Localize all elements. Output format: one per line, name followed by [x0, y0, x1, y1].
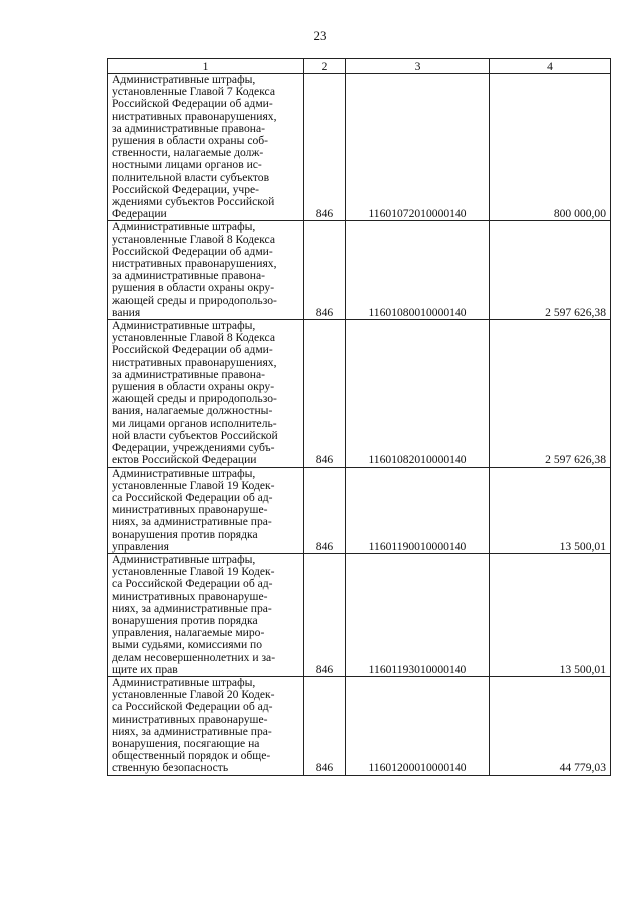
income-name-line: вонарушения против порядка [112, 527, 258, 541]
income-name-line: ственности, налагаемые долж- [112, 146, 264, 160]
budget-code-cell: 11601193010000140 [346, 553, 490, 676]
amount-cell: 2 597 626,38 [490, 320, 611, 467]
income-name-line: Административные штрафы, [112, 466, 256, 480]
income-name-line: са Российской Федерации об ад- [112, 577, 273, 591]
income-name-cell [108, 553, 304, 676]
income-name-line: са Российской Федерации об ад- [112, 700, 273, 714]
income-name-line: ждениями субъектов Российской [112, 195, 275, 209]
administrator-code-cell: 846 [304, 221, 346, 320]
income-name-line: рушения в области охраны окру- [112, 281, 275, 295]
administrator-code-cell: 846 [304, 74, 346, 221]
income-name-line: за административные правона- [112, 367, 265, 381]
income-name-line: выми судьями, комиссиями по [112, 638, 263, 652]
income-name-line: вонарушения против порядка [112, 613, 258, 627]
income-name-line: са Российской Федерации об ад- [112, 490, 273, 504]
income-name-line: ной власти субъектов Российской [112, 428, 278, 442]
income-name-line: Административные штрафы, [112, 220, 256, 234]
budget-code-cell: 11601190010000140 [346, 467, 490, 553]
header-cell-4: 4 [490, 59, 611, 74]
amount-cell: 800 000,00 [490, 74, 611, 221]
income-name-line: полнительной власти субъектов [112, 170, 270, 184]
income-name-line: Административные штрафы, [112, 552, 256, 566]
administrator-code-cell: 846 [304, 553, 346, 676]
income-name-line: министративных правонаруше- [112, 589, 268, 603]
income-name-line: Административные штрафы, [112, 319, 256, 333]
budget-revenue-table [107, 58, 611, 776]
income-name-line: за административные правона- [112, 269, 265, 283]
income-name-line: нистративных правонарушениях, [112, 109, 277, 123]
header-cell-1: 1 [108, 59, 304, 74]
income-name-line: рушения в области охраны соб- [112, 134, 269, 148]
income-name-line: Российской Федерации об адми- [112, 97, 273, 111]
income-name-line: установленные Главой 19 Кодек- [112, 565, 275, 579]
income-name-line: управления, налагаемые миро- [112, 626, 265, 640]
income-name-line: ниях, за административные пра- [112, 724, 272, 738]
income-name-line: ственную безопасность [112, 761, 229, 775]
income-name-line: установленные Главой 20 Кодек- [112, 688, 275, 702]
income-name-line: Административные штрафы, [112, 675, 256, 689]
income-name-line: Административные штрафы, [112, 73, 256, 86]
income-name-line: Российской Федерации об адми- [112, 343, 273, 357]
administrator-code-cell: 846 [304, 467, 346, 553]
table-header-row [108, 59, 611, 74]
income-name-cell [108, 676, 304, 775]
income-name-line: делам несовершеннолетних и за- [112, 650, 276, 664]
administrator-code-cell: 846 [304, 320, 346, 467]
header-cell-3: 3 [346, 59, 490, 74]
budget-code-cell: 11601200010000140 [346, 676, 490, 775]
income-name-line: установленные Главой 8 Кодекса [112, 232, 275, 246]
income-name-line: министративных правонаруше- [112, 503, 268, 517]
table-body [108, 59, 611, 776]
income-name-cell [108, 74, 304, 221]
income-name-line: ниях, за административные пра- [112, 515, 272, 529]
income-name-line: ектов Российской Федерации [112, 453, 257, 467]
table-row [108, 74, 611, 221]
table-row [108, 221, 611, 320]
income-name-line: общественный порядок и обще- [112, 749, 271, 763]
income-name-line: установленные Главой 7 Кодекса [112, 85, 275, 99]
income-name-line: Федерации, учреждениями субъ- [112, 441, 275, 455]
income-name-line: управления [112, 539, 169, 553]
budget-code-cell: 11601072010000140 [346, 74, 490, 221]
income-name-line: нистративных правонарушениях, [112, 355, 277, 369]
table-row [108, 320, 611, 467]
table-row [108, 553, 611, 676]
table-row [108, 467, 611, 553]
amount-cell: 13 500,01 [490, 553, 611, 676]
income-name-line: ми лицами органов исполнитель- [112, 416, 277, 430]
income-name-cell [108, 221, 304, 320]
budget-code-cell: 11601080010000140 [346, 221, 490, 320]
income-name-line: жающей среды и природопользо- [112, 293, 277, 307]
table-row [108, 676, 611, 775]
income-name-line: установленные Главой 19 Кодек- [112, 478, 275, 492]
income-name-line: рушения в области охраны окру- [112, 380, 275, 394]
income-name-line: Российской Федерации, учре- [112, 182, 260, 196]
income-name-cell [108, 320, 304, 467]
amount-cell: 44 779,03 [490, 676, 611, 775]
income-name-line: ностными лицами органов ис- [112, 158, 262, 172]
income-name-line: Российской Федерации об адми- [112, 244, 273, 258]
income-name-line: за административные правона- [112, 121, 265, 135]
income-name-line: установленные Главой 8 Кодекса [112, 331, 275, 345]
administrator-code-cell: 846 [304, 676, 346, 775]
income-name-line: Федерации [112, 207, 167, 221]
income-name-line: ниях, за административные пра- [112, 601, 272, 615]
income-name-line: вания [112, 305, 141, 319]
page-number: 23 [313, 28, 327, 43]
income-name-cell [108, 467, 304, 553]
header-cell-2: 2 [304, 59, 346, 74]
budget-code-cell: 11601082010000140 [346, 320, 490, 467]
amount-cell: 2 597 626,38 [490, 221, 611, 320]
amount-cell: 13 500,01 [490, 467, 611, 553]
income-name-line: жающей среды и природопользо- [112, 392, 277, 406]
income-name-line: вания, налагаемые должностны- [112, 404, 273, 418]
income-name-line: нистративных правонарушениях, [112, 257, 277, 271]
income-name-line: вонарушения, посягающие на [112, 736, 260, 750]
income-name-line: министративных правонаруше- [112, 712, 268, 726]
income-name-line: щите их прав [112, 662, 178, 676]
